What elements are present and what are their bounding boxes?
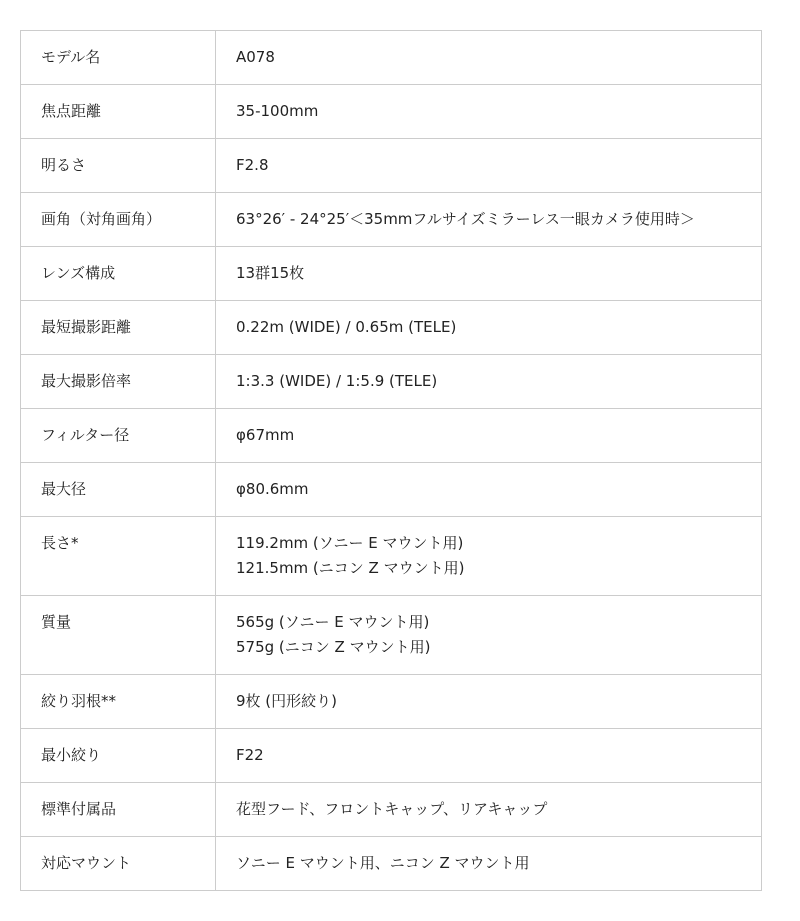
spec-row — [21, 517, 762, 596]
spec-row — [21, 409, 762, 463]
spec-label: モデル名 — [21, 31, 216, 85]
spec-value — [216, 193, 762, 247]
spec-row — [21, 301, 762, 355]
spec-label: 絞り羽根** — [21, 675, 216, 729]
spec-label: 最大撮影倍率 — [21, 355, 216, 409]
spec-value — [216, 517, 762, 596]
spec-row — [21, 31, 762, 85]
spec-table — [20, 30, 762, 891]
spec-row — [21, 193, 762, 247]
spec-value-line: 1:3.3 (WIDE) / 1:5.9 (TELE) — [236, 372, 438, 390]
spec-value-line: φ80.6mm — [236, 480, 309, 498]
spec-value — [216, 139, 762, 193]
spec-value — [216, 783, 762, 837]
spec-value — [216, 301, 762, 355]
spec-value-line: φ67mm — [236, 426, 295, 444]
spec-value-line: 0.22m (WIDE) / 0.65m (TELE) — [236, 318, 457, 336]
spec-value-line: 13群15枚 — [236, 264, 305, 282]
spec-value — [216, 463, 762, 517]
spec-row — [21, 139, 762, 193]
spec-value-line: F2.8 — [236, 156, 269, 174]
spec-row — [21, 463, 762, 517]
spec-row — [21, 596, 762, 675]
spec-value — [216, 675, 762, 729]
spec-label: 明るさ — [21, 139, 216, 193]
spec-value-line: 575g (ニコン Z マウント用) — [236, 638, 431, 656]
spec-row — [21, 247, 762, 301]
spec-label: フィルター径 — [21, 409, 216, 463]
spec-value — [216, 355, 762, 409]
spec-value-line: 63°26′ - 24°25′＜35mmフルサイズミラーレス一眼カメラ使用時＞ — [236, 210, 695, 228]
spec-value-line: 花型フード、フロントキャップ、リアキャップ — [236, 800, 548, 818]
spec-value-line: ソニー E マウント用、ニコン Z マウント用 — [236, 854, 530, 872]
spec-label: 標準付属品 — [21, 783, 216, 837]
spec-row — [21, 837, 762, 891]
spec-value — [216, 837, 762, 891]
spec-label: 画角（対角画角） — [21, 193, 216, 247]
spec-row — [21, 355, 762, 409]
spec-label: 質量 — [21, 596, 216, 675]
spec-value-line: 565g (ソニー E マウント用) — [236, 613, 430, 631]
spec-row — [21, 85, 762, 139]
spec-value-line: 35-100mm — [236, 102, 319, 120]
spec-label: 最短撮影距離 — [21, 301, 216, 355]
spec-label: 最小絞り — [21, 729, 216, 783]
spec-value-line: 9枚 (円形絞り) — [236, 692, 338, 710]
spec-label: 対応マウント — [21, 837, 216, 891]
spec-label: 焦点距離 — [21, 85, 216, 139]
spec-row — [21, 675, 762, 729]
spec-value — [216, 596, 762, 675]
spec-table-body — [21, 31, 762, 891]
spec-row — [21, 783, 762, 837]
spec-value — [216, 85, 762, 139]
spec-label: 最大径 — [21, 463, 216, 517]
spec-value — [216, 247, 762, 301]
spec-label: レンズ構成 — [21, 247, 216, 301]
spec-label: 長さ* — [21, 517, 216, 596]
spec-value-line: 121.5mm (ニコン Z マウント用) — [236, 559, 465, 577]
spec-value — [216, 729, 762, 783]
spec-value-line: 119.2mm (ソニー E マウント用) — [236, 534, 464, 552]
spec-row — [21, 729, 762, 783]
spec-value-line: A078 — [236, 48, 275, 66]
spec-value — [216, 409, 762, 463]
spec-value — [216, 31, 762, 85]
spec-value-line: F22 — [236, 746, 264, 764]
